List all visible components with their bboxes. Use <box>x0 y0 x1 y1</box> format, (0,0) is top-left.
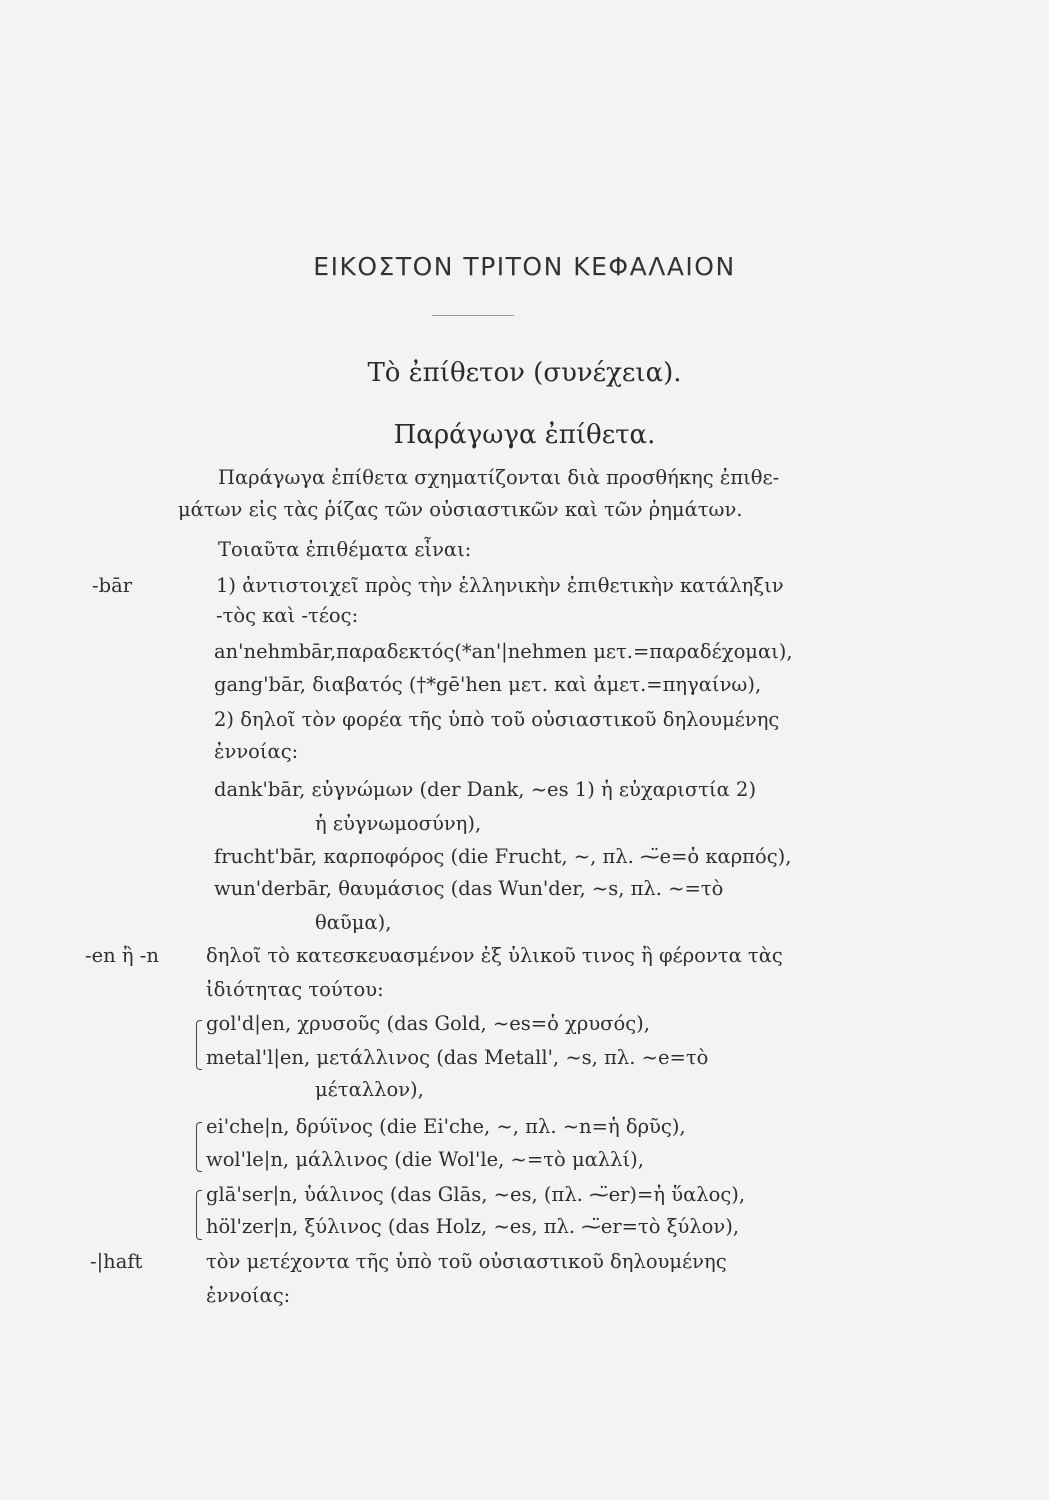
text-line: Παράγωγα ἐπίθετα σχηματίζονται διὰ προσθήκης ἐπιθε- <box>218 466 780 489</box>
chapter-title: ΕΙΚΟΣΤΟΝ ΤΡΙΤΟΝ ΚΕΦΑΛΑΙΟΝ <box>313 252 736 281</box>
text-line: glā'ser|n, ὑάλινος (das Glās, ~es, (πλ. ⁓̈er)=ἡ ὕαλος), <box>206 1183 746 1206</box>
pair-brace <box>196 1020 202 1070</box>
text-line: μάτων εἰς τὰς ῥίζας τῶν οὐσιαστικῶν καὶ τῶν ῥημάτων. <box>178 498 743 521</box>
title-rule <box>432 315 514 316</box>
margin-label-bar: -bār <box>92 574 133 597</box>
text-line: gang'bār, διαβατός (†*gē'hen μετ. καὶ ἀμετ.=πηγαίνω), <box>214 673 762 696</box>
text-line: 1) ἀντιστοιχεῖ πρὸς τὴν ἑλληνικὴν ἐπιθετικὴν κατάληξιν <box>216 574 784 597</box>
text-line: μέταλλον), <box>315 1078 424 1101</box>
heading-derived-adjectives: Παράγωγα ἐπίθετα. <box>393 420 656 450</box>
text-line: ei'che|n, δρύϊνος (die Ei'che, ~, πλ. ~n=ἡ δρῦς), <box>206 1115 686 1138</box>
text-line: wun'derbār, θαυμάσιος (das Wun'der, ~s, πλ. ~=τὸ <box>214 877 724 900</box>
text-line: δηλοῖ τὸ κατεσκευασμένον ἐξ ὑλικοῦ τινος ἢ φέροντα τὰς <box>206 944 783 967</box>
pair-brace <box>196 1122 202 1172</box>
text-line: frucht'bār, καρποφόρος (die Frucht, ~, πλ. ⁓̈e=ὁ καρπός), <box>214 845 792 868</box>
text-line: metal'l|en, μετάλλινος (das Metall', ~s, πλ. ~e=τὸ <box>206 1046 709 1069</box>
text-line: ἐννοίας: <box>206 1284 291 1307</box>
pair-brace <box>196 1190 202 1240</box>
text-line: ἰδιότητας τούτου: <box>206 978 384 1001</box>
margin-label-en: -en ἢ -n <box>85 944 159 967</box>
text-line: θαῦμα), <box>315 911 392 934</box>
text-line: -τὸς καὶ -τέος: <box>216 604 359 627</box>
text-line: ἡ εὐγνωμοσύνη), <box>315 812 482 835</box>
text-line: ἐννοίας: <box>214 740 299 763</box>
text-line: gol'd|en, χρυσοῦς (das Gold, ~es=ὁ χρυσός), <box>206 1012 650 1035</box>
text-line: Τοιαῦτα ἐπιθέματα εἶναι: <box>218 538 472 561</box>
text-line: τὸν μετέχοντα τῆς ὑπὸ τοῦ οὐσιαστικοῦ δηλουμένης <box>206 1250 727 1273</box>
margin-label-haft: -|haft <box>90 1250 143 1273</box>
text-line: 2) δηλοῖ τὸν φορέα τῆς ὑπὸ τοῦ οὐσιαστικοῦ δηλουμένης <box>214 708 780 731</box>
text-line: an'nehmbār,παραδεκτός(*an'|nehmen μετ.=παραδέχομαι), <box>214 640 793 663</box>
text-line: wol'le|n, μάλλινος (die Wol'le, ~=τὸ μαλλί), <box>206 1148 644 1171</box>
text-line: dank'bār, εὐγνώμων (der Dank, ~es 1) ἡ εὐχαριστία 2) <box>214 778 757 801</box>
text-line: höl'zer|n, ξύλινος (das Holz, ~es, πλ. ⁓̈er=τὸ ξύλον), <box>206 1215 740 1238</box>
heading-adjective-continued: Τὸ ἐπίθετον (συνέχεια). <box>367 358 682 388</box>
